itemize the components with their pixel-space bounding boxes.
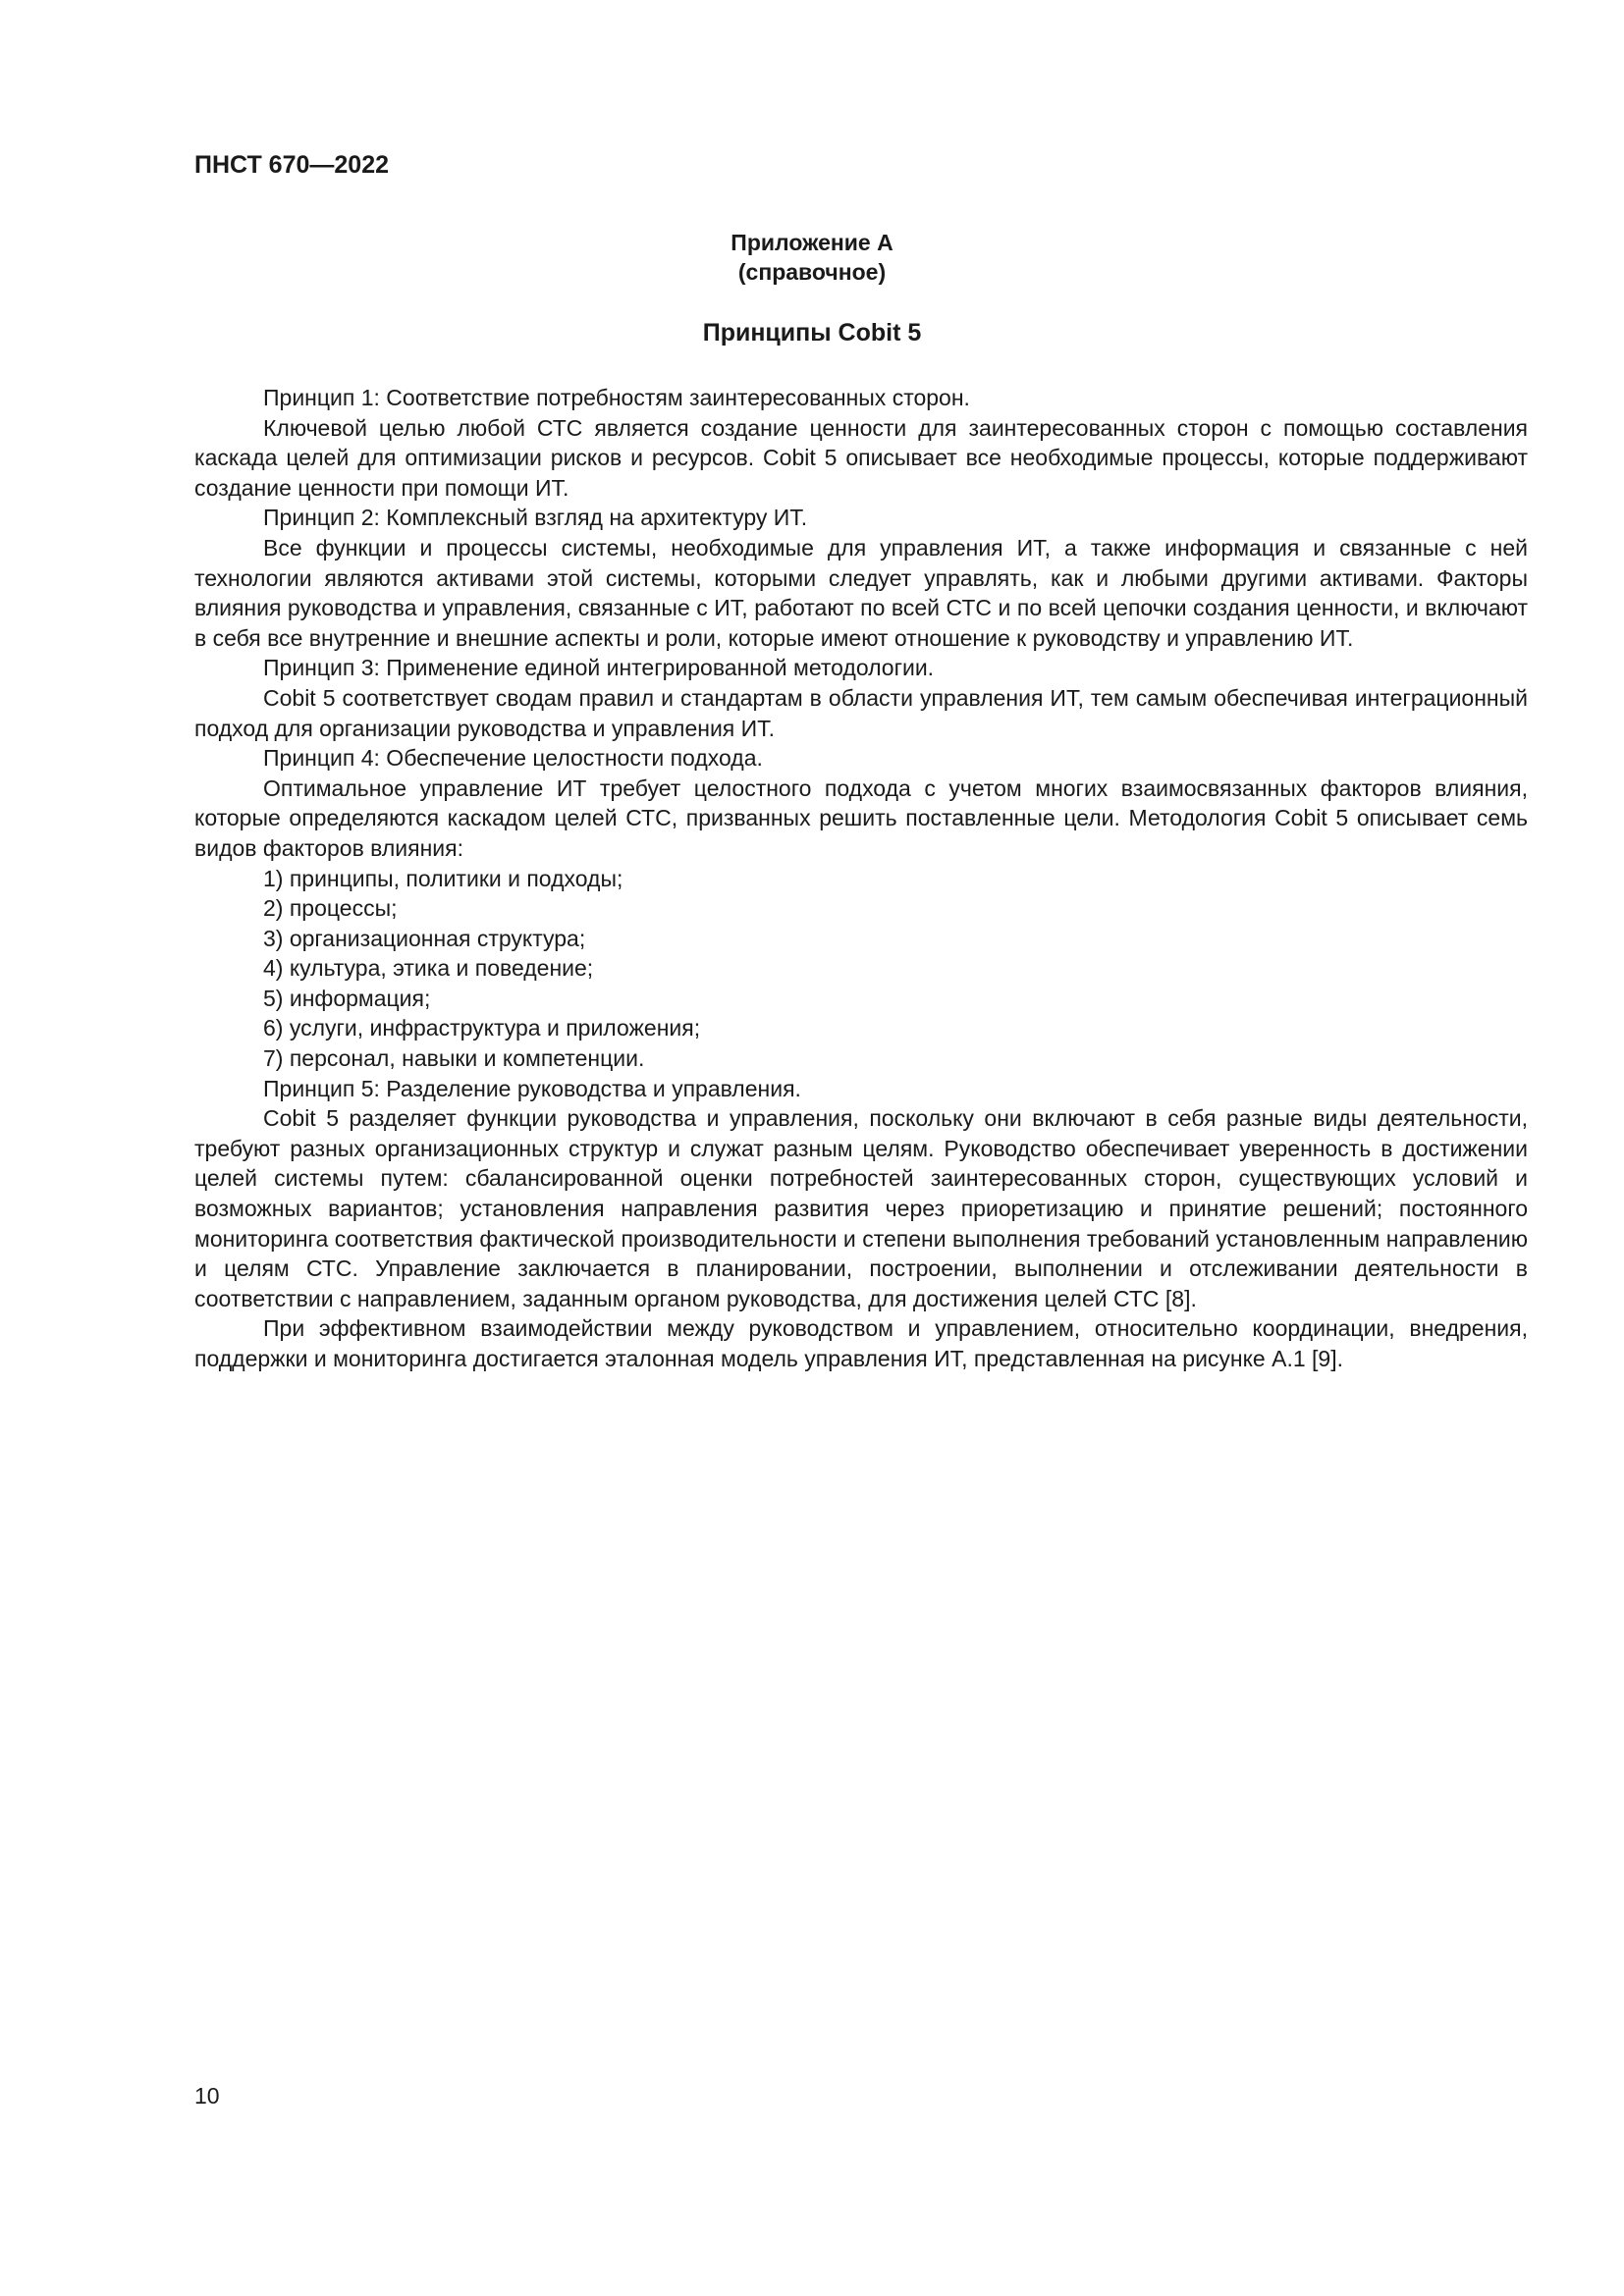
annex-heading xyxy=(0,228,1624,287)
list-item: 3) организационная структура; xyxy=(263,925,586,951)
annex-title: Приложение А xyxy=(731,230,893,255)
section-title: Принципы Cobit 5 xyxy=(702,319,922,347)
page-number: 10 xyxy=(194,2083,220,2109)
paragraph: Принцип 3: Применение единой интегрированной методологии. xyxy=(263,655,935,681)
paragraph: Принцип 1: Соответствие потребностям заинтересованных сторон. xyxy=(263,385,970,410)
list-item: 5) информация; xyxy=(263,985,431,1011)
paragraph: Принцип 2: Комплексный взгляд на архитектуру ИТ. xyxy=(263,505,808,531)
paragraph: Все функции и процессы системы, необходимые для управления ИТ, а также информация и связанные с ней технологии являются активами этой системы, которыми следует управлять, как и любыми другими активами. Факторы влияния руководства и управления, связанные с ИТ, работают по всей СТС и по всей цепочки создания ценности, и включают в себя все внутренние и внешние аспекты и роли, которые имеют отношение к руководству и управлению ИТ. xyxy=(194,534,1528,651)
document-body xyxy=(194,383,1528,1374)
paragraph: Cobit 5 разделяет функции руководства и управления, поскольку они включают в себя разные виды деятельности, требуют разных организационных структур и служат разным целям. Руководство обеспечивает уверенность в достижении целей системы путем: сбалансированной оценки потребностей заинтересованных сторон, существующих условий и возможных вариантов; установления направления развития через приоретизацию и принятие решений; постоянного мониторинга соответствия фактической производительности и степени выполнения требований установленным направлению и целям СТС. Управление заключается в планировании, построении, выполнении и отслеживании деятельности в соответствии с направлением, заданным органом руководства, для достижения целей СТС [8]. xyxy=(194,1105,1528,1311)
paragraph: Оптимальное управление ИТ требует целостного подхода с учетом многих взаимосвязанных факторов влияния, которые определяются каскадом целей СТС, призванных решить поставленные цели. Методология Cobit 5 описывает семь видов факторов влияния: xyxy=(194,774,1528,861)
list-item: 1) принципы, политики и подходы; xyxy=(263,865,623,891)
document-code: ПНСТ 670—2022 xyxy=(194,151,389,179)
paragraph: Принцип 5: Разделение руководства и управления. xyxy=(263,1075,801,1101)
list-item: 2) процессы; xyxy=(263,895,398,922)
paragraph: При эффективном взаимодействии между руководством и управлением, относительно координации, внедрения, поддержки и мониторинга достигается эталонная модель управления ИТ, представленная на рисунке А.1 [9]. xyxy=(194,1315,1528,1371)
list-item: 4) культура, этика и поведение; xyxy=(263,955,594,982)
paragraph: Cobit 5 соответствует сводам правил и стандартам в области управления ИТ, тем самым обеспечивая интеграционный подход для организации руководства и управления ИТ. xyxy=(194,684,1528,741)
paragraph: Принцип 4: Обеспечение целостности подхода. xyxy=(263,745,763,772)
annex-subtitle: (справочное) xyxy=(737,259,887,285)
list-item: 7) персонал, навыки и компетенции. xyxy=(263,1045,645,1072)
paragraph: Ключевой целью любой СТС является создание ценности для заинтересованных сторон с помощью составления каскада целей для оптимизации рисков и ресурсов. Cobit 5 описывает все необходимые процессы, которые поддерживают создание ценности при помощи ИТ. xyxy=(194,414,1528,501)
list-item: 6) услуги, инфраструктура и приложения; xyxy=(263,1015,701,1041)
